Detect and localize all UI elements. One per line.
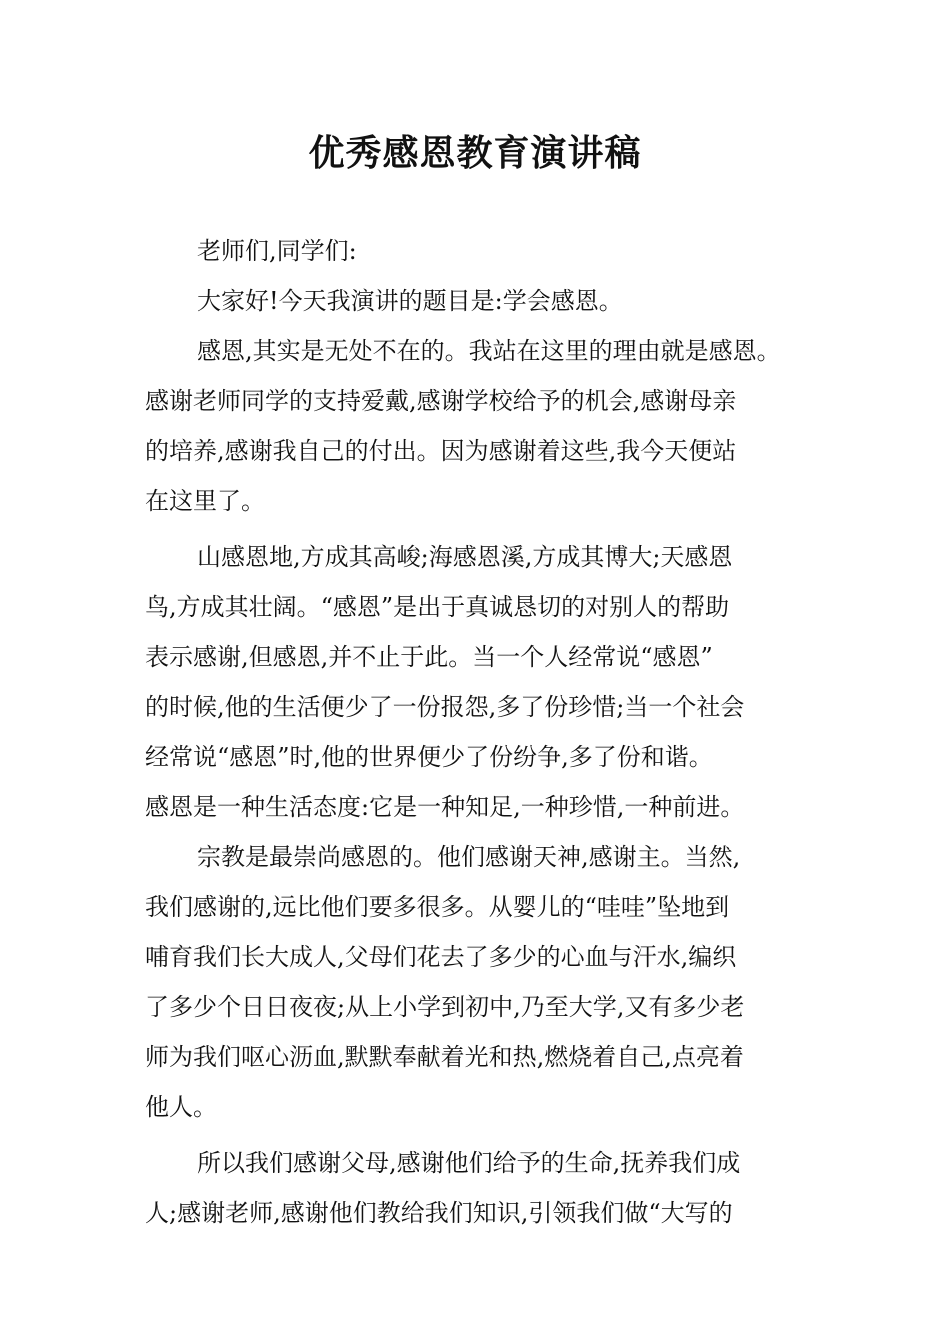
paragraph-line: 宗教是最崇尚感恩的。他们感谢天神,感谢主。当然, <box>197 843 741 871</box>
paragraph-line: 人;感谢老师,感谢他们教给我们知识,引领我们做“大写的 <box>145 1199 733 1227</box>
paragraph-line: 了多少个日日夜夜;从上小学到初中,乃至大学,又有多少老 <box>145 993 745 1021</box>
paragraph-line: 感恩是一种生活态度:它是一种知足,一种珍惜,一种前进。 <box>145 793 745 821</box>
paragraph-line: 感谢老师同学的支持爱戴,感谢学校给予的机会,感谢母亲 <box>145 387 737 415</box>
paragraph-line: 的培养,感谢我自己的付出。因为感谢着这些,我今天便站 <box>145 437 737 465</box>
paragraph-line: 师为我们呕心沥血,默默奉献着光和热,燃烧着自己,点亮着 <box>145 1043 744 1071</box>
paragraph-line: 山感恩地,方成其高峻;海感恩溪,方成其博大;天感恩 <box>197 543 733 571</box>
paragraph-line: 经常说“感恩”时,他的世界便少了份纷争,多了份和谐。 <box>145 743 713 771</box>
document-body <box>145 226 815 1238</box>
paragraph-line: 他人。 <box>145 1093 217 1121</box>
paragraph-line: 表示感谢,但感恩,并不止于此。当一个人经常说“感恩” <box>145 643 713 671</box>
paragraph-line: 的时候,他的生活便少了一份报怨,多了份珍惜;当一个社会 <box>145 693 745 721</box>
paragraph-line: 所以我们感谢父母,感谢他们给予的生命,抚养我们成 <box>197 1149 741 1177</box>
paragraph-line: 在这里了。 <box>145 487 265 515</box>
paragraph-line: 感恩,其实是无处不在的。我站在这里的理由就是感恩。 <box>197 337 781 365</box>
paragraph-line: 鸟,方成其壮阔。“感恩”是出于真诚恳切的对别人的帮助 <box>145 593 730 621</box>
salutation-line: 老师们,同学们: <box>197 237 357 265</box>
paragraph-line: 我们感谢的,远比他们要多很多。从婴儿的“哇哇”坠地到 <box>145 893 730 921</box>
greeting-line: 大家好!今天我演讲的题目是:学会感恩。 <box>197 287 623 315</box>
paragraph-line: 哺育我们长大成人,父母们花去了多少的心血与汗水,编织 <box>145 943 737 971</box>
document-title: 优秀感恩教育演讲稿 <box>308 132 642 174</box>
